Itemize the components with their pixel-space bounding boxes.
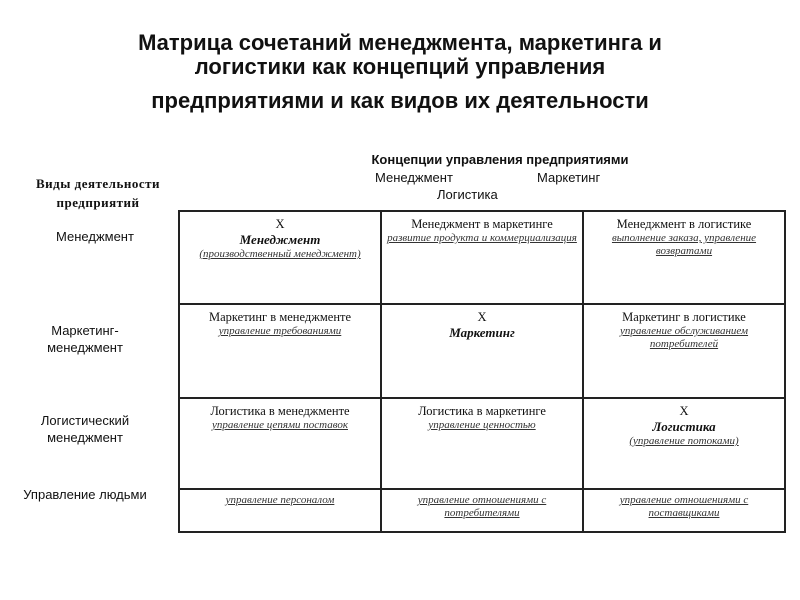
cell-note: (управление потоками)	[629, 435, 739, 447]
cell-note: (производственный менеджмент)	[199, 248, 361, 260]
cell-note: управление цепями поставок	[212, 419, 348, 431]
row-label-logistics: Логистический менеджмент	[40, 413, 130, 445]
concepts-header: Концепции управления предприятиями	[371, 152, 629, 167]
cell-bold: Маркетинг	[449, 325, 515, 340]
matrix-table	[178, 210, 786, 533]
cell-note: выполнение заказа, управление возвратами	[611, 232, 757, 257]
cell-main: Менеджмент в маркетинге	[411, 217, 553, 231]
cell-note: развитие продукта и коммерциализация	[387, 232, 577, 244]
column-header-logistics: Логистика	[437, 187, 498, 202]
matrix-cell	[583, 211, 785, 304]
cell-note: управление ценностью	[428, 419, 536, 431]
slide-title-line-3: предприятиями и как видов их деятельности	[151, 88, 649, 113]
matrix-cell	[381, 489, 583, 532]
table-row	[179, 211, 785, 304]
matrix-cell	[583, 489, 785, 532]
cell-main: Менеджмент в логистике	[616, 217, 752, 231]
cell-x: X	[477, 310, 487, 324]
matrix-cell	[179, 211, 381, 304]
matrix-cell	[179, 398, 381, 489]
cell-note: управление обслуживанием потребителей	[619, 325, 749, 350]
cell-main: Маркетинг в логистике	[622, 310, 746, 324]
cell-note: управление персоналом	[225, 494, 335, 506]
table-row	[179, 398, 785, 489]
matrix-cell	[381, 398, 583, 489]
cell-main: Логистика в менеджменте	[210, 404, 350, 418]
matrix-cell	[179, 489, 381, 532]
table-row	[179, 489, 785, 532]
cell-note: управление требованиями	[218, 325, 342, 337]
cell-bold: Менеджмент	[239, 232, 321, 247]
row-label-people: Управление людьми	[23, 487, 147, 502]
cell-x: X	[679, 404, 689, 418]
column-header-marketing: Маркетинг	[537, 170, 601, 185]
matrix-cell	[179, 304, 381, 398]
column-header-management: Менеджмент	[375, 170, 453, 185]
row-header-title: Виды деятельности предприятий	[36, 176, 160, 210]
row-label-marketing: Маркетинг-менеджмент	[47, 323, 123, 355]
slide-title-line-2: логистики как концепций управления	[194, 54, 606, 79]
matrix-cell	[583, 304, 785, 398]
matrix-cell	[381, 304, 583, 398]
cell-note: управление отношениями с потребителями	[417, 494, 547, 519]
matrix-cell	[583, 398, 785, 489]
cell-note: управление отношениями с поставщиками	[619, 494, 749, 519]
table-row	[179, 304, 785, 398]
slide-title-line-1: Матрица сочетаний менеджмента, маркетинга и	[138, 30, 662, 55]
matrix-cell	[381, 211, 583, 304]
cell-main: Маркетинг в менеджменте	[208, 310, 352, 324]
cell-bold: Логистика	[652, 419, 716, 434]
row-label-management: Менеджмент	[56, 229, 134, 244]
cell-x: X	[275, 217, 285, 231]
cell-main: Логистика в маркетинге	[418, 404, 546, 418]
